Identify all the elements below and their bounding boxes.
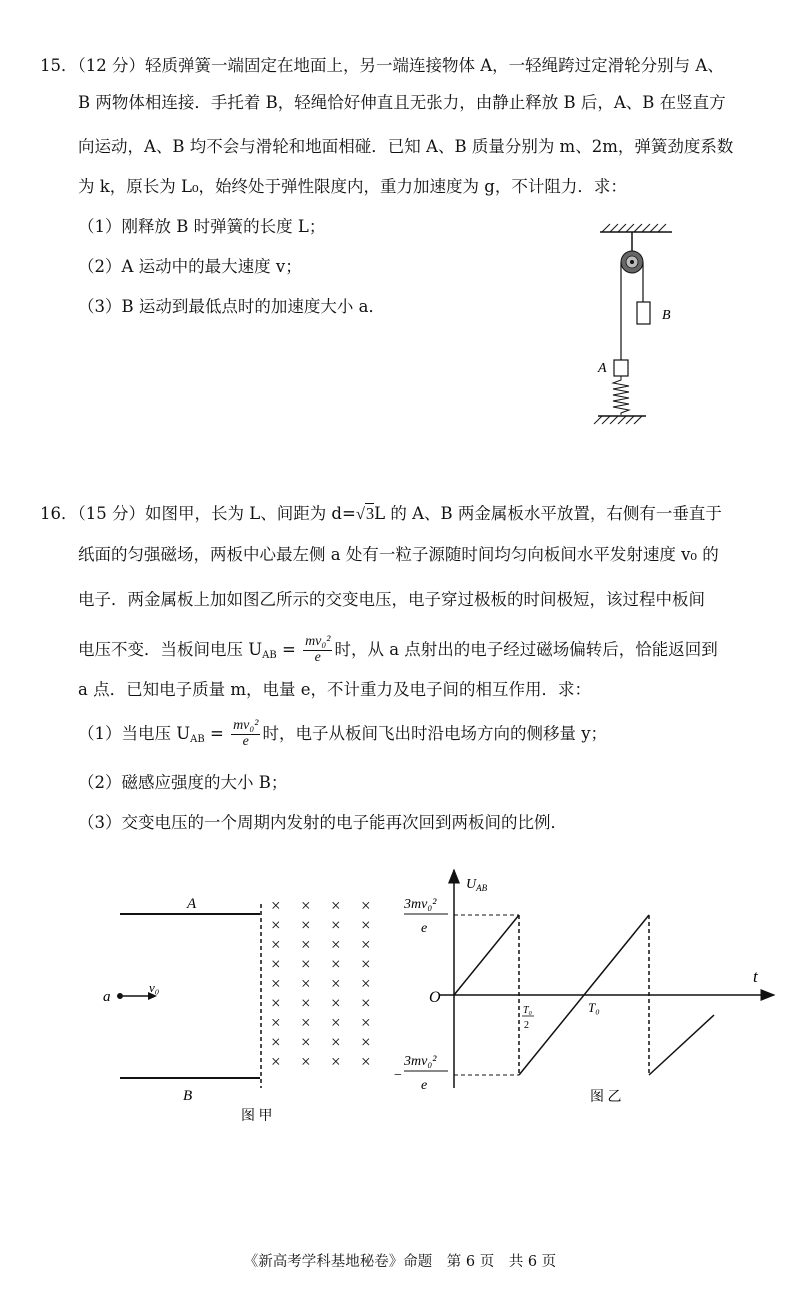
eq-sign-2: = — [204, 724, 230, 743]
caption-jia: 图 甲 — [241, 1109, 273, 1124]
label-a: a — [103, 989, 111, 1005]
q15-sub-2: （2）A 运动中的最大速度 v； — [78, 257, 302, 276]
field-cross: × — [331, 1013, 341, 1032]
field-cross: × — [331, 954, 341, 974]
field-cross: × — [301, 935, 311, 954]
x-axis-label: t — [753, 967, 758, 986]
field-cross: × — [271, 1032, 281, 1052]
field-cross: × — [361, 993, 371, 1013]
field-cross: × — [301, 1032, 311, 1052]
field-cross: × — [361, 954, 371, 974]
field-cross: × — [361, 1013, 371, 1032]
half-period-num: T₀ — [523, 1005, 533, 1016]
field-cross: × — [271, 993, 281, 1013]
q15-sub-1: （1）刚释放 B 时弹簧的长度 L； — [78, 217, 326, 236]
half-period-den: 2 — [524, 1020, 529, 1031]
label-plate-B: B — [183, 1088, 193, 1104]
q16-sub-1-b: 时，电子从板间飞出时沿电场方向的侧移量 y； — [262, 724, 608, 743]
q15-line-3: 向运动，A、B 均不会与滑轮和地面相碰．已知 A、B 质量分别为 m、2m，弹簧劲度系数 — [78, 137, 734, 156]
field-cross: × — [361, 896, 371, 915]
fraction-mv0sq-over-e: $\frac{\text{mv₀²}}{e}$ — [305, 634, 331, 665]
origin-label: O — [429, 989, 441, 1006]
label-B: B — [662, 308, 671, 323]
pulley-spring-figure — [580, 220, 690, 435]
field-cross: × — [271, 896, 281, 915]
q16-line-1-b: L 的 A、B 两金属板水平放置，右侧有一垂直于 — [374, 504, 722, 523]
field-cross: × — [331, 896, 341, 915]
field-cross: × — [361, 915, 371, 935]
field-cross: × — [331, 974, 341, 993]
field-cross: × — [331, 1052, 341, 1071]
q15-sub-3: （3）B 运动到最低点时的加速度大小 a． — [78, 297, 385, 316]
series-segment — [454, 915, 519, 995]
q16-line-4-b: 时，从 a 点射出的电子经过磁场偏转后，恰能返回到 — [334, 640, 718, 659]
field-cross: × — [361, 1032, 371, 1052]
label-plate-A: A — [187, 896, 197, 912]
block-B — [637, 302, 650, 324]
field-cross: × — [301, 954, 311, 974]
field-cross: × — [271, 954, 281, 974]
top-value-num: 3mv₀² — [404, 897, 437, 912]
caption-yi: 图 乙 — [590, 1090, 622, 1105]
y-axis-label: $U_{AB}$ — [466, 877, 488, 893]
field-cross: × — [361, 935, 371, 954]
field-cross: × — [301, 896, 311, 915]
field-cross: × — [301, 915, 311, 935]
q16-sub-2: （2）磁感应强度的大小 B； — [78, 773, 288, 792]
field-cross: × — [271, 935, 281, 954]
q16-line-5: a 点．已知电子质量 m，电量 e，不计重力及电子间的相互作用．求： — [78, 680, 591, 699]
field-cross: × — [331, 935, 341, 954]
label-v0: v₀ — [149, 980, 160, 995]
field-cross: × — [331, 1032, 341, 1052]
fraction-mv0sq-over-e-2: $\frac{\text{mv₀²}}{e}$ — [233, 718, 259, 749]
series-segment — [649, 1015, 714, 1075]
q16-sub-3: （3）交变电压的一个周期内发射的电子能再次回到两板间的比例． — [78, 813, 567, 832]
u-ab-sub: AB — [262, 650, 277, 661]
field-cross: × — [361, 974, 371, 993]
sqrt-3: 3 — [365, 504, 375, 523]
q16-line-1-a: 16．（15 分）如图甲，长为 L、间距为 d= — [40, 504, 356, 523]
field-cross: × — [361, 1052, 371, 1071]
q16-line-1: 16．（15 分）如图甲，长为 L、间距为 d=√3L 的 A、B 两金属板水平放置，右侧有一垂直于 — [40, 504, 722, 523]
block-A — [614, 360, 628, 376]
q16-line-3: 电子．两金属板上加如图乙所示的交变电压，电子穿过极板的时间极短，该过程中板间 — [78, 590, 705, 609]
u-ab-sub-2: AB — [190, 734, 205, 745]
field-cross: × — [301, 1052, 311, 1071]
q16-sub-1-a: （1）当电压 U — [78, 724, 191, 743]
field-cross: × — [301, 993, 311, 1013]
label-A: A — [598, 361, 607, 376]
eq-sign: = — [276, 640, 302, 659]
q16-sub-1 — [78, 712, 607, 762]
period-label: T₀ — [588, 1000, 600, 1015]
field-cross: × — [331, 993, 341, 1013]
bottom-value-den: e — [421, 1078, 428, 1093]
field-cross: × — [271, 915, 281, 935]
field-cross: × — [301, 1013, 311, 1032]
figure-jia — [95, 880, 395, 1125]
page-footer: 《新高考学科基地秘卷》命题 第 6 页 共 6 页 — [243, 1254, 557, 1270]
q16-line-4 — [78, 628, 718, 678]
q15-line-1: 15．（12 分）轻质弹簧一端固定在地面上，另一端连接物体 A，一轻绳跨过定滑轮分别与 A、 — [40, 56, 724, 75]
q16-line-4-a: 电压不变．当板间电压 U — [78, 640, 263, 659]
field-cross: × — [331, 915, 341, 935]
field-cross: × — [271, 1013, 281, 1032]
spring — [613, 376, 629, 415]
q15-line-2: B 两物体相连接．手托着 B，轻绳恰好伸直且无张力，由静止释放 B 后，A、B 在竖直方 — [78, 93, 726, 112]
q16-line-2: 纸面的匀强磁场，两板中心最左侧 a 处有一粒子源随时间均匀向板间水平发射速度 v₀ 的 — [78, 545, 719, 564]
top-value-den: e — [421, 921, 428, 936]
field-cross: × — [271, 1052, 281, 1071]
source-a — [117, 993, 123, 999]
bottom-value-num: 3mv₀² — [404, 1054, 437, 1069]
field-cross: × — [271, 974, 281, 993]
magnetic-field — [271, 896, 371, 1071]
figure-yi — [390, 862, 785, 1117]
field-cross: × — [301, 974, 311, 993]
bottom-value-sign: − — [394, 1068, 402, 1083]
q15-line-4: 为 k，原长为 L₀，始终处于弹性限度内，重力加速度为 g，不计阻力．求： — [78, 177, 627, 196]
